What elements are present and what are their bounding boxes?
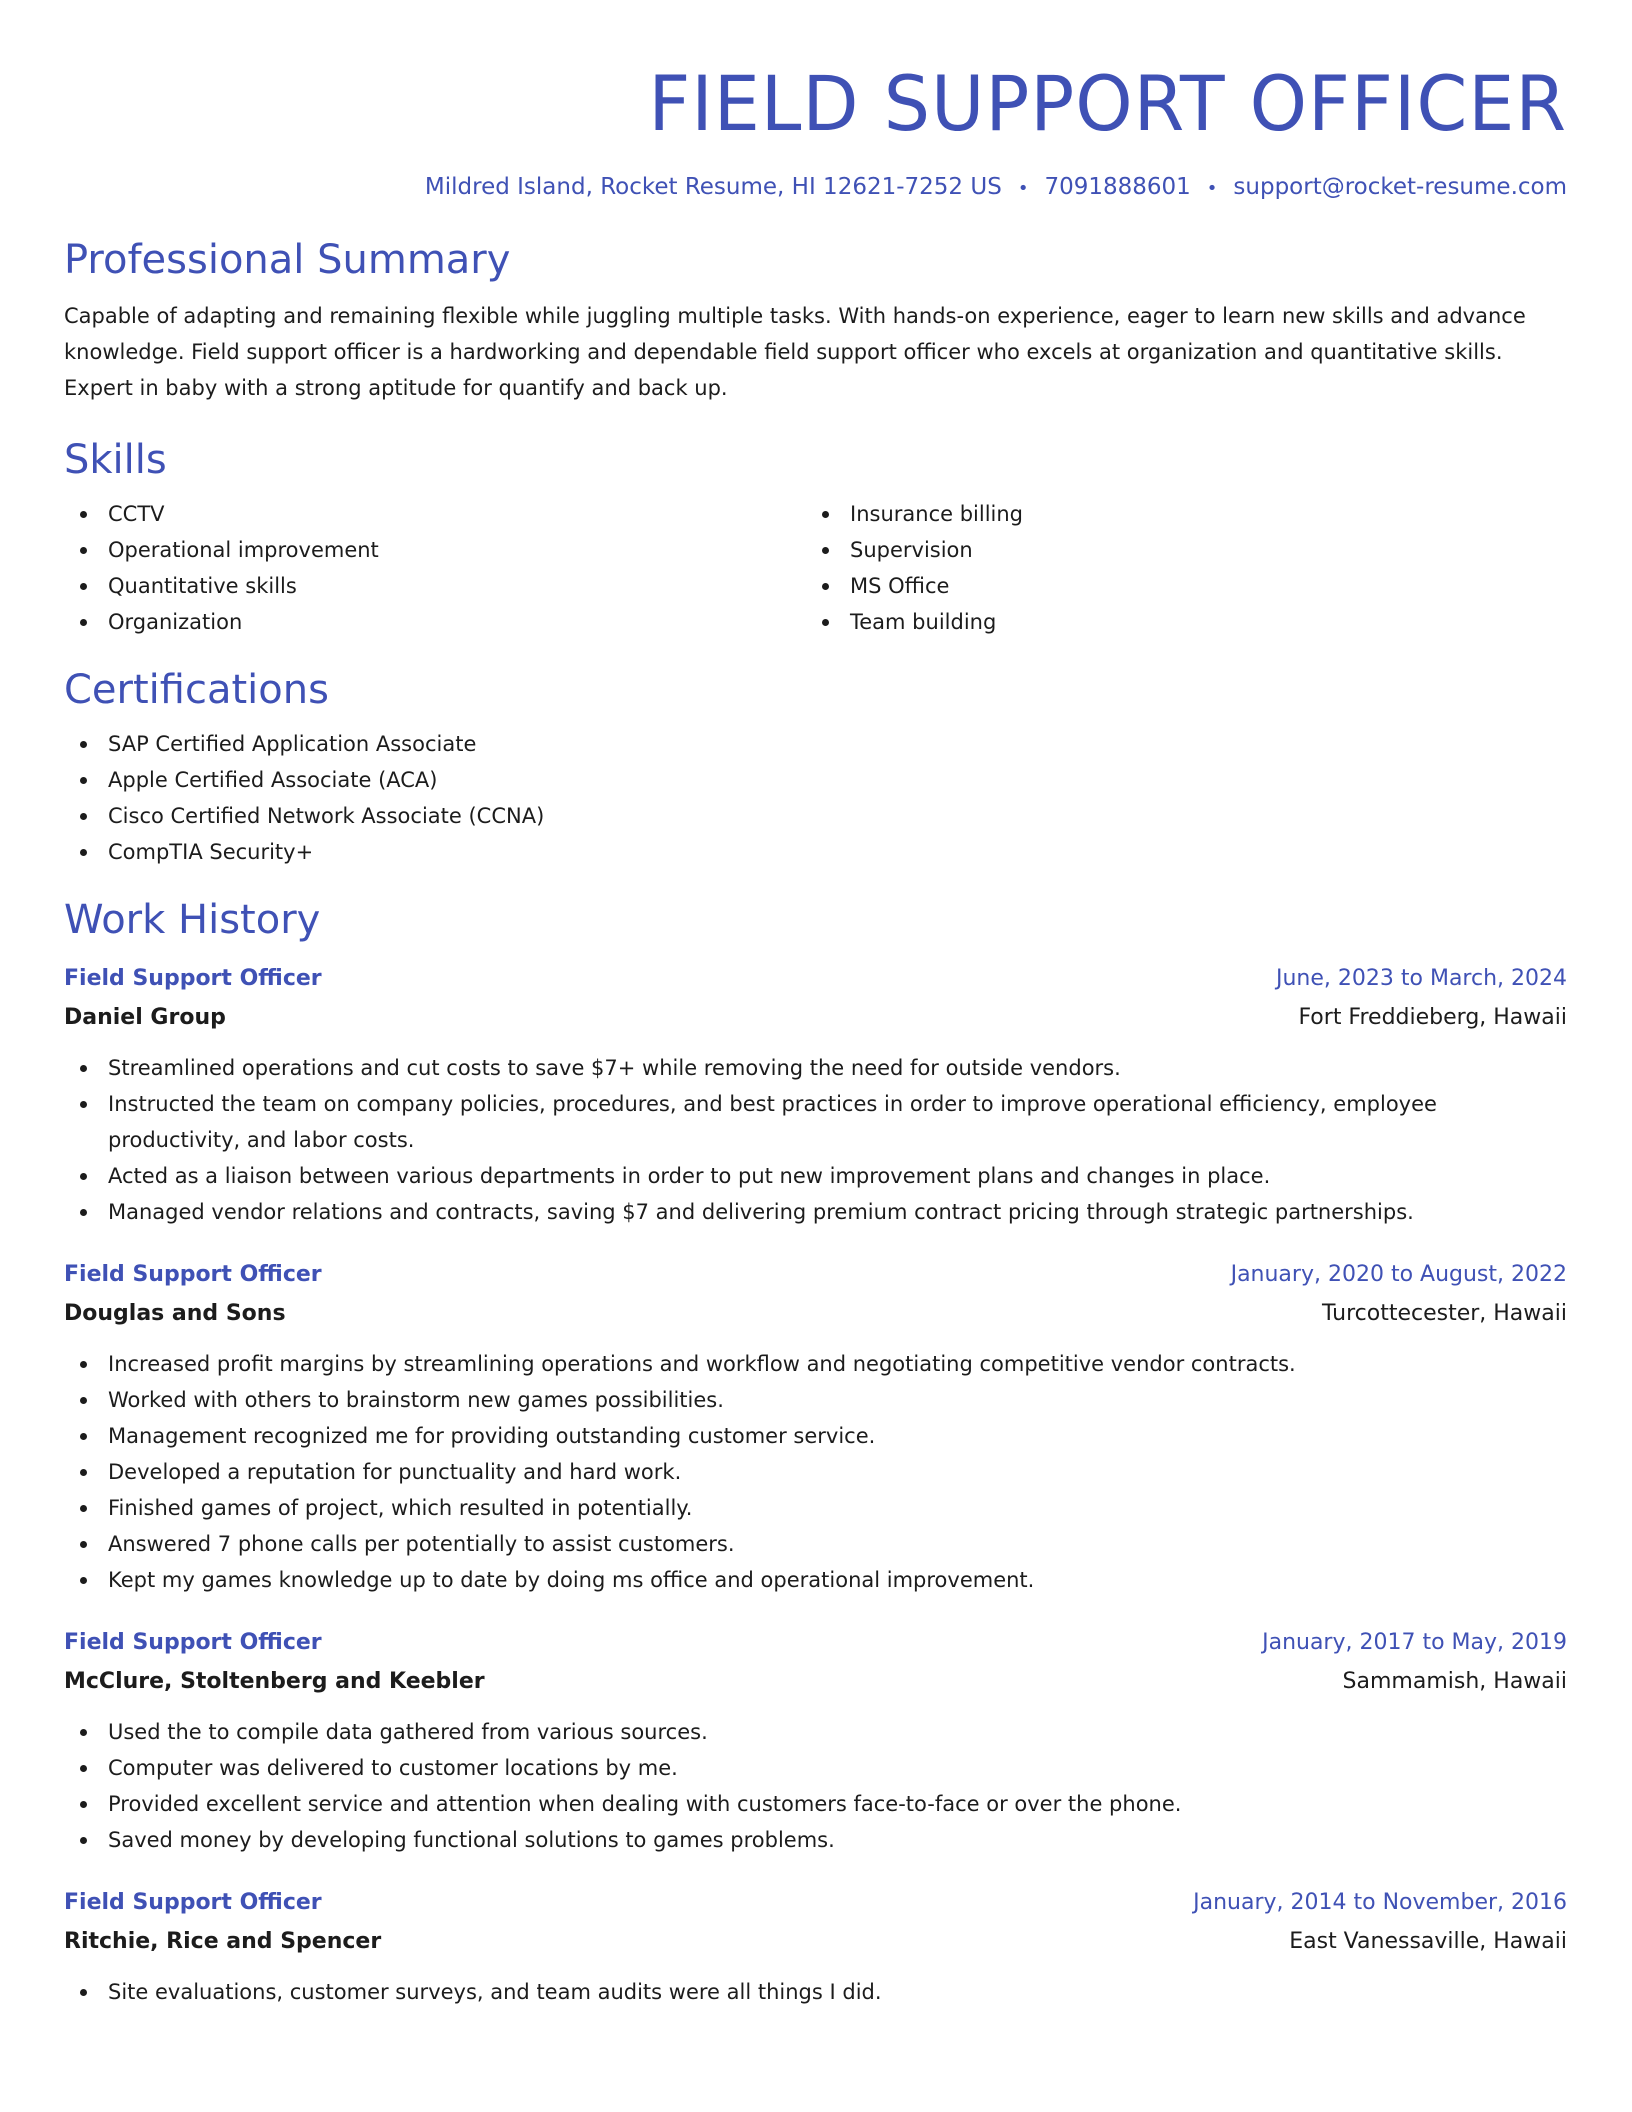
job-bullet: Used the to compile data gathered from various sources.	[64, 1714, 1567, 1750]
job-company: McClure, Stoltenberg and Keebler	[64, 1669, 485, 1694]
job-bullet: Saved money by developing functional solutions to games problems.	[64, 1822, 1567, 1858]
job-title: Field Support Officer	[64, 1262, 322, 1287]
job-bullet: Acted as a liaison between various departments in order to put new improvement plans and changes in place.	[64, 1158, 1567, 1194]
job-bullet: Site evaluations, customer surveys, and team audits were all things I did.	[64, 1974, 1567, 2010]
work-history-section	[64, 894, 1567, 2010]
skills-columns	[64, 496, 1567, 640]
contact-line	[64, 170, 1567, 206]
job-bullet: Managed vendor relations and contracts, saving $7 and delivering premium contract pricing through strategic partnerships.	[64, 1194, 1567, 1230]
job-entry	[64, 1256, 1567, 1598]
job-company: Ritchie, Rice and Spencer	[64, 1929, 382, 1954]
job-entry	[64, 1624, 1567, 1858]
job-title-row	[64, 1884, 1567, 1922]
job-title-row	[64, 1256, 1567, 1294]
job-bullet: Streamlined operations and cut costs to save $7+ while removing the need for outside vendors.	[64, 1050, 1567, 1086]
work-history-heading: Work History	[64, 897, 321, 943]
skills-list-right	[806, 496, 1548, 640]
skill-item: Organization	[64, 604, 806, 640]
job-bullet: Provided excellent service and attention when dealing with customers face-to-face or over the phone.	[64, 1786, 1567, 1822]
job-title-row	[64, 960, 1567, 998]
certifications-section	[64, 664, 1567, 870]
skill-item: Operational improvement	[64, 532, 806, 568]
job-title: Field Support Officer	[64, 966, 322, 991]
contact-separator: •	[1017, 178, 1029, 199]
job-bullet: Worked with others to brainstorm new games possibilities.	[64, 1382, 1567, 1418]
job-bullet: Increased profit margins by streamlining operations and workflow and negotiating competitive vendor contracts.	[64, 1346, 1567, 1382]
job-title: Field Support Officer	[64, 1890, 322, 1915]
certification-item: SAP Certified Application Associate	[64, 726, 1567, 762]
candidate-title: FIELD SUPPORT OFFICER	[648, 59, 1567, 148]
contact-address: Mildred Island, Rocket Resume, HI 12621-7252 US	[424, 174, 1002, 200]
job-bullets	[64, 1346, 1567, 1598]
job-company-row	[64, 1294, 1567, 1334]
resume-page	[64, 0, 1567, 2010]
job-location: East Vanessaville, Hawaii	[1289, 1929, 1567, 1954]
job-bullets	[64, 1974, 1567, 2010]
job-dates: January, 2017 to May, 2019	[1262, 1630, 1567, 1655]
skills-section	[64, 434, 1567, 640]
job-bullets	[64, 1050, 1567, 1230]
job-bullets	[64, 1714, 1567, 1858]
summary-text: Capable of adapting and remaining flexible while juggling multiple tasks. With hands-on experience, eager to learn new skills and advance knowledge. Field support officer is a hardworking and dependable field support officer who excels at organization and quantitative skills. Expert in baby with a strong aptitude for quantify and back up.	[64, 304, 1526, 400]
skill-item: Quantitative skills	[64, 568, 806, 604]
skill-item: Supervision	[806, 532, 1548, 568]
job-location: Sammamish, Hawaii	[1342, 1669, 1567, 1694]
certification-item: CompTIA Security+	[64, 834, 1567, 870]
summary-section	[64, 234, 1567, 406]
job-bullet: Instructed the team on company policies, procedures, and best practices in order to improve operational efficiency, employee productivity, and labor costs.	[64, 1086, 1567, 1158]
job-company: Daniel Group	[64, 1005, 226, 1030]
job-entry	[64, 1884, 1567, 2010]
job-company: Douglas and Sons	[64, 1301, 286, 1326]
skills-list-left	[64, 496, 806, 640]
certification-item: Cisco Certified Network Associate (CCNA)	[64, 798, 1567, 834]
job-title-row	[64, 1624, 1567, 1662]
summary-heading: Professional Summary	[64, 237, 511, 283]
job-location: Fort Freddieberg, Hawaii	[1298, 1005, 1567, 1030]
skill-item: Team building	[806, 604, 1548, 640]
certifications-heading: Certifications	[64, 667, 329, 713]
job-dates: June, 2023 to March, 2024	[1276, 966, 1567, 991]
job-bullet: Kept my games knowledge up to date by doing ms office and operational improvement.	[64, 1562, 1567, 1598]
job-bullet: Management recognized me for providing outstanding customer service.	[64, 1418, 1567, 1454]
job-company-row	[64, 1662, 1567, 1702]
contact-email[interactable]: support@rocket-resume.com	[1233, 174, 1567, 200]
contact-phone: 7091888601	[1044, 174, 1191, 200]
contact-separator: •	[1206, 178, 1218, 199]
skill-item: CCTV	[64, 496, 806, 532]
job-dates: January, 2020 to August, 2022	[1230, 1262, 1567, 1287]
certification-item: Apple Certified Associate (ACA)	[64, 762, 1567, 798]
job-location: Turcottecester, Hawaii	[1322, 1301, 1567, 1326]
job-title: Field Support Officer	[64, 1630, 322, 1655]
job-entry	[64, 960, 1567, 1230]
job-bullet: Answered 7 phone calls per potentially to assist customers.	[64, 1526, 1567, 1562]
job-bullet: Finished games of project, which resulted in potentially.	[64, 1490, 1567, 1526]
job-bullet: Computer was delivered to customer locations by me.	[64, 1750, 1567, 1786]
job-company-row	[64, 998, 1567, 1038]
certifications-list	[64, 726, 1567, 870]
skill-item: Insurance billing	[806, 496, 1548, 532]
job-bullet: Developed a reputation for punctuality and hard work.	[64, 1454, 1567, 1490]
skills-heading: Skills	[64, 437, 167, 483]
job-company-row	[64, 1922, 1567, 1962]
resume-header	[64, 56, 1567, 206]
job-dates: January, 2014 to November, 2016	[1193, 1890, 1567, 1915]
skill-item: MS Office	[806, 568, 1548, 604]
